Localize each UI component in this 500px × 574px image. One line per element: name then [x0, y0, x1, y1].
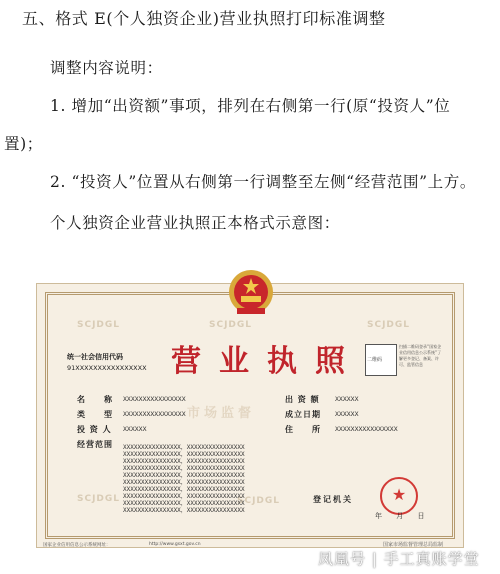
scope-row: XXXXXXXXXXXXXXXX，XXXXXXXXXXXXXXXX [123, 444, 245, 451]
registration-authority-label: 登记机关 [313, 495, 353, 504]
field-value-name: XXXXXXXXXXXXXXXX [123, 395, 186, 403]
qr-note: 扫描二维码登录“国家企业信用信息公示系统”了解更多登记、备案、许可、监管信息 [399, 344, 442, 367]
footer-system-label: 国家企业信用信息公示系统网址： [43, 543, 111, 548]
scope-row: XXXXXXXXXXXXXXXX，XXXXXXXXXXXXXXXX [123, 500, 245, 507]
field-label-address: 住 所 [285, 425, 321, 434]
field-value-capital: XXXXXX [335, 395, 359, 403]
watermark-text: SCJDGL [77, 494, 121, 504]
source-watermark: 凤凰号 | 手工真账学堂 [318, 550, 480, 568]
watermark-text: SCJDGL [209, 320, 253, 330]
scope-row: XXXXXXXXXXXXXXXX，XXXXXXXXXXXXXXXX [123, 465, 245, 472]
seal-star-icon: ★ [391, 485, 407, 504]
scope-row: XXXXXXXXXXXXXXXX，XXXXXXXXXXXXXXXX [123, 458, 245, 465]
field-label-business-scope: 经营范围 [77, 440, 113, 449]
scope-row: XXXXXXXXXXXXXXXX，XXXXXXXXXXXXXXXX [123, 479, 245, 486]
diagram-caption: 个人独资企业营业执照正本格式示意图： [50, 214, 340, 232]
official-seal [380, 477, 418, 515]
field-value-investor: XXXXXX [123, 425, 147, 433]
business-scope-values [123, 444, 281, 514]
footer-supervisor: 国家市场监督管理总局监制 [383, 542, 444, 548]
national-emblem-icon [223, 268, 279, 318]
item-2: 2. “投资人”位置从右侧第一行调整至左侧“经营范围”上方。 [50, 173, 476, 191]
field-label-name: 名 称 [77, 395, 113, 404]
field-label-capital: 出 资 额 [285, 395, 320, 404]
scope-row: XXXXXXXXXXXXXXXX，XXXXXXXXXXXXXXXX [123, 507, 245, 514]
item-1-line-2: 置)； [4, 135, 43, 153]
section-heading: 五、格式 E(个人独资企业)营业执照打印标准调整 [22, 9, 386, 28]
watermark-text: SCJDGL [77, 320, 121, 330]
scope-row: XXXXXXXXXXXXXXXX，XXXXXXXXXXXXXXXX [123, 486, 245, 493]
intro-text: 调整内容说明： [50, 59, 163, 77]
scope-row: XXXXXXXXXXXXXXXX，XXXXXXXXXXXXXXXX [123, 493, 245, 500]
business-license-sample [36, 283, 464, 548]
scope-row: XXXXXXXXXXXXXXXX，XXXXXXXXXXXXXXXX [123, 451, 245, 458]
credit-code-label: 统一社会信用代码 [67, 353, 123, 361]
scope-row: XXXXXXXXXXXXXXXX，XXXXXXXXXXXXXXXX [123, 472, 245, 479]
credit-code-value: 91XXXXXXXXXXXXXXXX [67, 364, 147, 372]
watermark-text: SCJDGL [237, 496, 281, 506]
field-label-established-date: 成立日期 [285, 410, 321, 419]
watermark-text: SCJDGL [367, 320, 411, 330]
field-value-type: XXXXXXXXXXXXXXXX [123, 410, 186, 418]
field-label-investor: 投 资 人 [77, 425, 112, 434]
license-title: 营业执照 [171, 344, 363, 379]
footer-url: http://www.gsxt.gov.cn [149, 542, 201, 547]
center-watermark: 市场监督 [187, 406, 256, 421]
item-1-line-1: 1. 增加“出资额”事项，排列在右侧第一行(原“投资人”位 [50, 97, 451, 115]
qr-label: 二维码 [367, 357, 383, 363]
field-value-address: XXXXXXXXXXXXXXXX [335, 425, 398, 433]
field-value-established-date: XXXXXX [335, 410, 359, 418]
issue-date: 年 月 日 [375, 512, 431, 520]
field-label-type: 类 型 [77, 410, 113, 419]
